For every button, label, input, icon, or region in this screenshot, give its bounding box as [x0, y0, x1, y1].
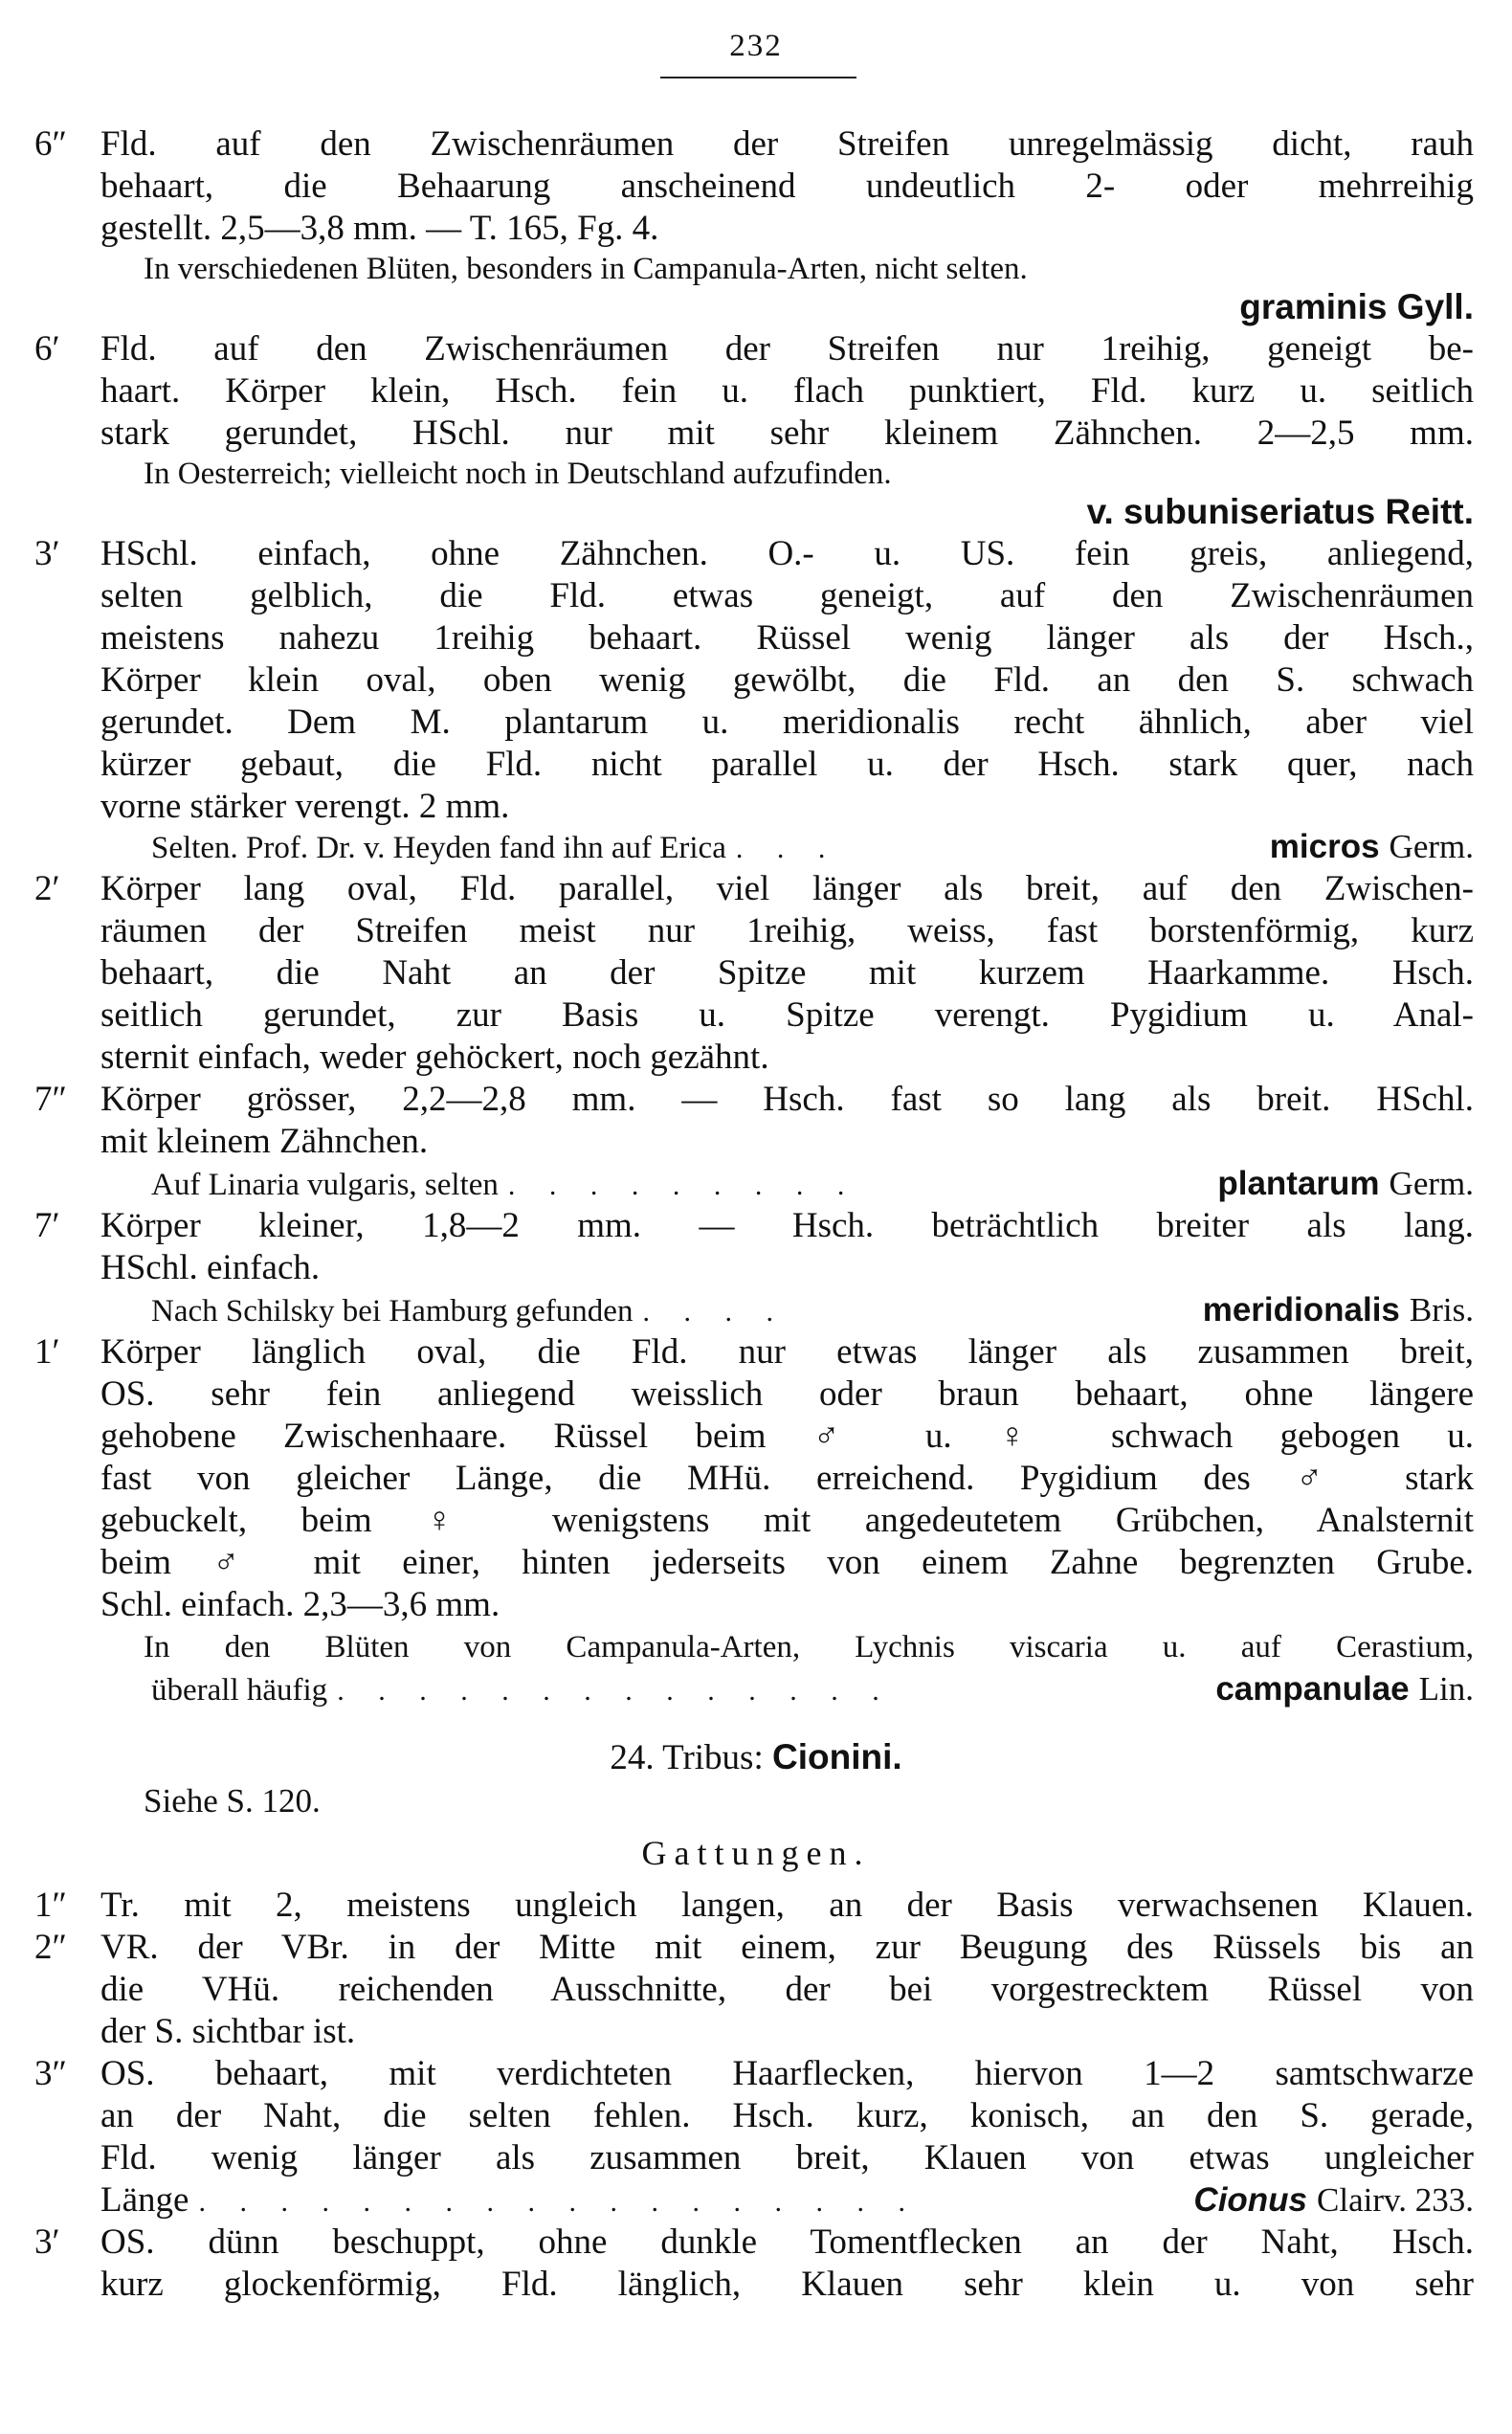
text-line: behaart, die Behaarung anscheinend undeutlich 2- oder mehrreihig	[100, 167, 1474, 206]
species-name: plantarum	[1217, 1165, 1380, 1202]
species-name: meridionalis	[1202, 1291, 1400, 1329]
tribus-name: Cionini.	[772, 1737, 902, 1776]
text-line: meistens nahezu 1reihig behaart. Rüssel wenig länger als der Hsch.,	[100, 618, 1474, 658]
text-line: behaart, die Naht an der Spitze mit kurzem Haarkamme. Hsch.	[100, 953, 1474, 993]
text-line: die VHü. reichenden Ausschnitte, der bei vorgestrecktem Rüssel von	[100, 1970, 1474, 2009]
text-line: 1″ Tr. mit 2, meistens ungleich langen, an der Basis verwachsenen Klauen.	[34, 1886, 1474, 1925]
text-line: 2′ Körper lang oval, Fld. parallel, viel länger als breit, auf den Zwischen-	[34, 869, 1474, 908]
text-line: Körper klein oval, oben wenig gewölbt, die Fld. an den S. schwach	[100, 660, 1474, 700]
text-line: seitlich gerundet, zur Basis u. Spitze verengt. Pygidium u. Anal-	[100, 995, 1474, 1035]
text-line: gebuckelt, beim ♀ wenigstens mit angedeutetem Grübchen, Analsternit	[100, 1501, 1474, 1540]
species-entry: Auf Linaria vulgaris, selten . . . . . . . . . plantarum Germ.	[0, 1162, 1512, 1206]
genus-entry: Länge . . . . . . . . . . . . . . . . . . Cionus Clairv. 233.	[0, 2178, 1512, 2222]
text-line: 7′ Körper kleiner, 1,8—2 mm. — Hsch. beträchtlich breiter als lang.	[34, 1206, 1474, 1245]
text-line: räumen der Streifen meist nur 1reihig, weiss, fast borstenförmig, kurz	[100, 911, 1474, 950]
text-line: beim ♂ mit einer, hinten jederseits von einem Zahne begrenzten Grube.	[100, 1543, 1474, 1582]
text-line: kürzer gebaut, die Fld. nicht parallel u. der Hsch. stark quer, nach	[100, 745, 1474, 784]
text-line: 1′ Körper länglich oval, die Fld. nur etwas länger als zusammen breit,	[34, 1332, 1474, 1372]
text-line: haart. Körper klein, Hsch. fein u. flach punktiert, Fld. kurz u. seitlich	[100, 371, 1474, 411]
page-number-rule	[660, 77, 856, 78]
text-line: stark gerundet, HSchl. nur mit sehr kleinem Zähnchen. 2—2,5 mm.	[100, 413, 1474, 453]
species-entry: Selten. Prof. Dr. v. Heyden fand ihn auf Erica . . . micros Germ.	[0, 825, 1512, 869]
species-line: graminis Gyll.	[1239, 287, 1474, 326]
text-line: 7″ Körper grösser, 2,2—2,8 mm. — Hsch. fast so lang als breit. HSchl.	[34, 1080, 1474, 1119]
text-line: HSchl. einfach.	[100, 1248, 321, 1287]
genus-name: Cionus	[1193, 2181, 1308, 2219]
text-line: 3′ OS. dünn beschuppt, ohne dunkle Tomentflecken an der Naht, Hsch.	[34, 2222, 1474, 2262]
text-line: fast von gleicher Länge, die MHü. erreichend. Pygidium des ♂ stark	[100, 1459, 1474, 1498]
species-line: v. subuniseriatus Reitt.	[1086, 492, 1474, 531]
text-line: der S. sichtbar ist.	[100, 2012, 356, 2051]
habitat-line: In den Blüten von Campanula-Arten, Lychnis viscaria u. auf Cerastium,	[144, 1630, 1474, 1664]
text-line: Schl. einfach. 2,3—3,6 mm.	[100, 1585, 500, 1624]
text-line: an der Naht, die selten fehlen. Hsch. kurz, konisch, an den S. gerade,	[100, 2096, 1474, 2135]
text-line: 6″ Fld. auf den Zwischenräumen der Streifen unregelmässig dicht, rauh	[34, 124, 1474, 164]
species-name: micros	[1269, 828, 1380, 865]
text-line: 3′ HSchl. einfach, ohne Zähnchen. O.- u. US. fein greis, anliegend,	[34, 534, 1474, 573]
section-heading: Gattungen.	[641, 1834, 871, 1872]
page-number: 232	[729, 29, 783, 63]
text-line: 2″ VR. der VBr. in der Mitte mit einem, zur Beugung des Rüssels bis an	[34, 1928, 1474, 1967]
habitat-line: In Oesterreich; vielleicht noch in Deutschland aufzufinden.	[144, 457, 892, 491]
habitat-line: In verschiedenen Blüten, besonders in Campanula-Arten, nicht selten.	[144, 252, 1028, 286]
text-line: 3″ OS. behaart, mit verdichteten Haarflecken, hiervon 1—2 samtschwarze	[34, 2054, 1474, 2093]
text-line: gestellt. 2,5—3,8 mm. — T. 165, Fg. 4.	[100, 209, 659, 248]
cross-reference: Siehe S. 120.	[144, 1782, 321, 1820]
text-line: mit kleinem Zähnchen.	[100, 1122, 429, 1161]
text-line: kurz glockenförmig, Fld. länglich, Klauen sehr klein u. von sehr	[100, 2265, 1474, 2304]
species-entry: Nach Schilsky bei Hamburg gefunden . . . . meridionalis Bris.	[0, 1288, 1512, 1332]
text-line: selten gelblich, die Fld. etwas geneigt, auf den Zwischenräumen	[100, 576, 1474, 615]
species-name: campanulae	[1215, 1670, 1410, 1708]
text-line: 6′ Fld. auf den Zwischenräumen der Streifen nur 1reihig, geneigt be-	[34, 329, 1474, 368]
tribus-heading: 24. Tribus: Cionini.	[610, 1737, 902, 1777]
text-line: gerundet. Dem M. plantarum u. meridionalis recht ähnlich, aber viel	[100, 703, 1474, 742]
text-line: Fld. wenig länger als zusammen breit, Klauen von etwas ungleicher	[100, 2138, 1474, 2177]
text-line: gehobene Zwischenhaare. Rüssel beim ♂ u. ♀ schwach gebogen u.	[100, 1417, 1474, 1456]
text-line: sternit einfach, weder gehöckert, noch gezähnt.	[100, 1038, 769, 1077]
species-entry: überall häufig . . . . . . . . . . . . . . campanulae Lin.	[0, 1667, 1512, 1711]
text-line: OS. sehr fein anliegend weisslich oder braun behaart, ohne längere	[100, 1374, 1474, 1414]
text-line: vorne stärker verengt. 2 mm.	[100, 787, 510, 826]
